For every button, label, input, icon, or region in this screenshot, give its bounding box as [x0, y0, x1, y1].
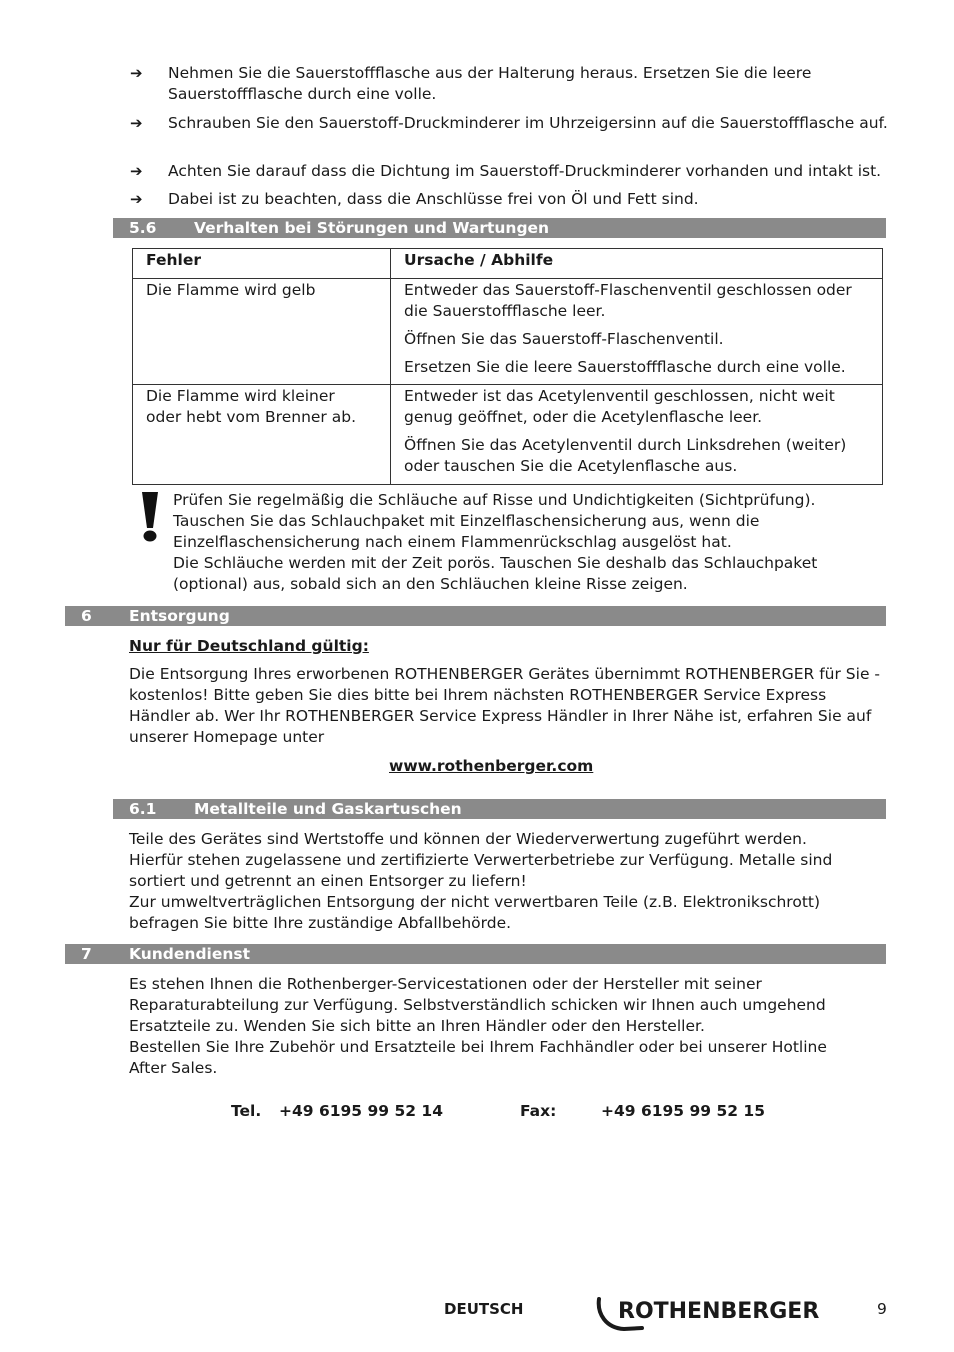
section-number: 6: [81, 607, 92, 625]
cause-text: Öffnen Sie das Sauerstoff-Flaschenventil.: [404, 330, 724, 348]
tel-number: +49 6195 99 52 14: [279, 1102, 443, 1120]
section-title: Verhalten bei Störungen und Wartungen: [194, 219, 550, 237]
instruction-text: Achten Sie darauf dass die Dichtung im Sauerstoff-Druckminderer vorhanden und intakt ist.: [168, 162, 882, 180]
warning-line: Prüfen Sie regelmäßig die Schläuche auf Risse und Undichtigkeiten (Sichtprüfung).: [173, 491, 816, 509]
section-number: 7: [81, 945, 92, 963]
table-row: [133, 385, 883, 485]
tel-label: Tel.: [231, 1102, 262, 1120]
fax-number: +49 6195 99 52 15: [601, 1102, 765, 1120]
fault-cell: Die Flamme wird kleiner oder hebt vom Brenner ab.: [133, 385, 391, 485]
exclamation-icon: [138, 492, 162, 542]
cause-text: Entweder das Sauerstoff-Flaschenventil geschlossen oder die Sauerstoffflasche leer.: [404, 281, 852, 320]
disposal-paragraph: Die Entsorgung Ihres erworbenen ROTHENBERGER Gerätes übernimmt ROTHENBERGER für Sie - kostenlos! Bitte geben Sie dies bitte bei Ihrem nächsten ROTHENBERGER Service Express Händler ab. Wer Ihr ROTHENBERGER Service Express Händler in Ihrer Nähe ist, erfahren Sie auf unserer Homepage unter: [129, 665, 881, 746]
arrow-right-icon: ➔: [130, 64, 143, 82]
cause-cell: [391, 385, 883, 485]
section-title: Kundendienst: [129, 945, 251, 963]
section-number: 5.6: [129, 219, 157, 237]
cause-text: Entweder ist das Acetylenventil geschlossen, nicht weit genug geöffnet, oder die Acetylenflasche leer.: [404, 387, 835, 426]
rothenberger-logo: [596, 1296, 836, 1338]
instruction-text: Schrauben Sie den Sauerstoff-Druckminderer im Uhrzeigersinn auf die Sauerstoffflasche auf.: [168, 114, 888, 132]
section-heading-5-6: [113, 218, 886, 238]
warning-line: Einzelflaschensicherung nach einem Flammenrückschlag ausgelöst hat.: [173, 533, 732, 551]
fax-label: Fax:: [520, 1102, 557, 1120]
page-number: 9: [877, 1300, 887, 1318]
warning-text: [173, 490, 873, 595]
arrow-right-icon: ➔: [130, 162, 143, 180]
arrow-right-icon: ➔: [130, 114, 143, 132]
instruction-text: Nehmen Sie die Sauerstoffflasche aus der Halterung heraus. Ersetzen Sie die leere Sauerstoffflasche durch eine volle.: [168, 64, 812, 103]
section-title: Metallteile und Gaskartuschen: [194, 800, 462, 818]
warning-line: Die Schläuche werden mit der Zeit porös. Tauschen Sie deshalb das Schlauchpaket: [173, 554, 818, 572]
section-heading-6-1: [113, 799, 886, 819]
metal-parts-text: [129, 829, 834, 934]
fault-cell: Die Flamme wird gelb: [133, 279, 391, 385]
cause-text: Öffnen Sie das Acetylenventil durch Linksdrehen (weiter) oder tauschen Sie die Acetylenflasche aus.: [404, 436, 847, 475]
brand-name: ROTHENBERGER: [618, 1299, 820, 1324]
section-number: 6.1: [129, 800, 157, 818]
paragraph-line: Teile des Gerätes sind Wertstoffe und können der Wiederverwertung zugeführt werden.: [129, 830, 807, 848]
brand-logo-icon: [596, 1296, 836, 1332]
column-header-fault: Fehler: [133, 249, 391, 279]
paragraph-line: Zur umweltverträglichen Entsorgung der nicht verwertbaren Teile (z.B. Elektronikschrott) befragen Sie bitte Ihre zuständige Abfallbehörde.: [129, 893, 821, 932]
arrow-right-icon: ➔: [130, 190, 143, 208]
instruction-text: Dabei ist zu beachten, dass die Anschlüsse frei von Öl und Fett sind.: [168, 190, 699, 208]
table-header-row: [133, 249, 883, 279]
column-header-cause: Ursache / Abhilfe: [391, 249, 883, 279]
section-heading-6: [65, 606, 886, 626]
warning-line: Tauschen Sie das Schlauchpaket mit Einzelflaschensicherung aus, wenn die: [173, 512, 760, 530]
fault-table: [132, 248, 883, 485]
section-heading-7: [65, 944, 886, 964]
cause-text: Ersetzen Sie die leere Sauerstoffflasche durch eine volle.: [404, 358, 846, 376]
warning-line: (optional) aus, sobald sich an den Schläuchen kleine Risse zeigen.: [173, 575, 688, 593]
cause-cell: [391, 279, 883, 385]
table-row: [133, 279, 883, 385]
website-link[interactable]: www.rothenberger.com: [389, 757, 594, 775]
subheading: Nur für Deutschland gültig:: [129, 637, 369, 655]
paragraph-line: Es stehen Ihnen die Rothenberger-Servicestationen oder der Hersteller mit seiner Reparaturabteilung zur Verfügung. Selbstverständlich schicken wir Ihnen auch umgehend Ersatzteile zu. Wenden Sie sich bitte an Ihren Händler oder den Hersteller.: [129, 975, 826, 1035]
customer-service-text: [129, 974, 869, 1079]
footer-language: DEUTSCH: [444, 1300, 524, 1318]
paragraph-line: Hierfür stehen zugelassene und zertifizierte Verwerterbetriebe zur Verfügung. Metalle sind sortiert und getrennt an einen Entsorger zu liefern!: [129, 851, 833, 890]
paragraph-line: Bestellen Sie Ihre Zubehör und Ersatzteile bei Ihrem Fachhändler oder bei unserer Hotline After Sales.: [129, 1038, 827, 1077]
section-title: Entsorgung: [129, 607, 230, 625]
